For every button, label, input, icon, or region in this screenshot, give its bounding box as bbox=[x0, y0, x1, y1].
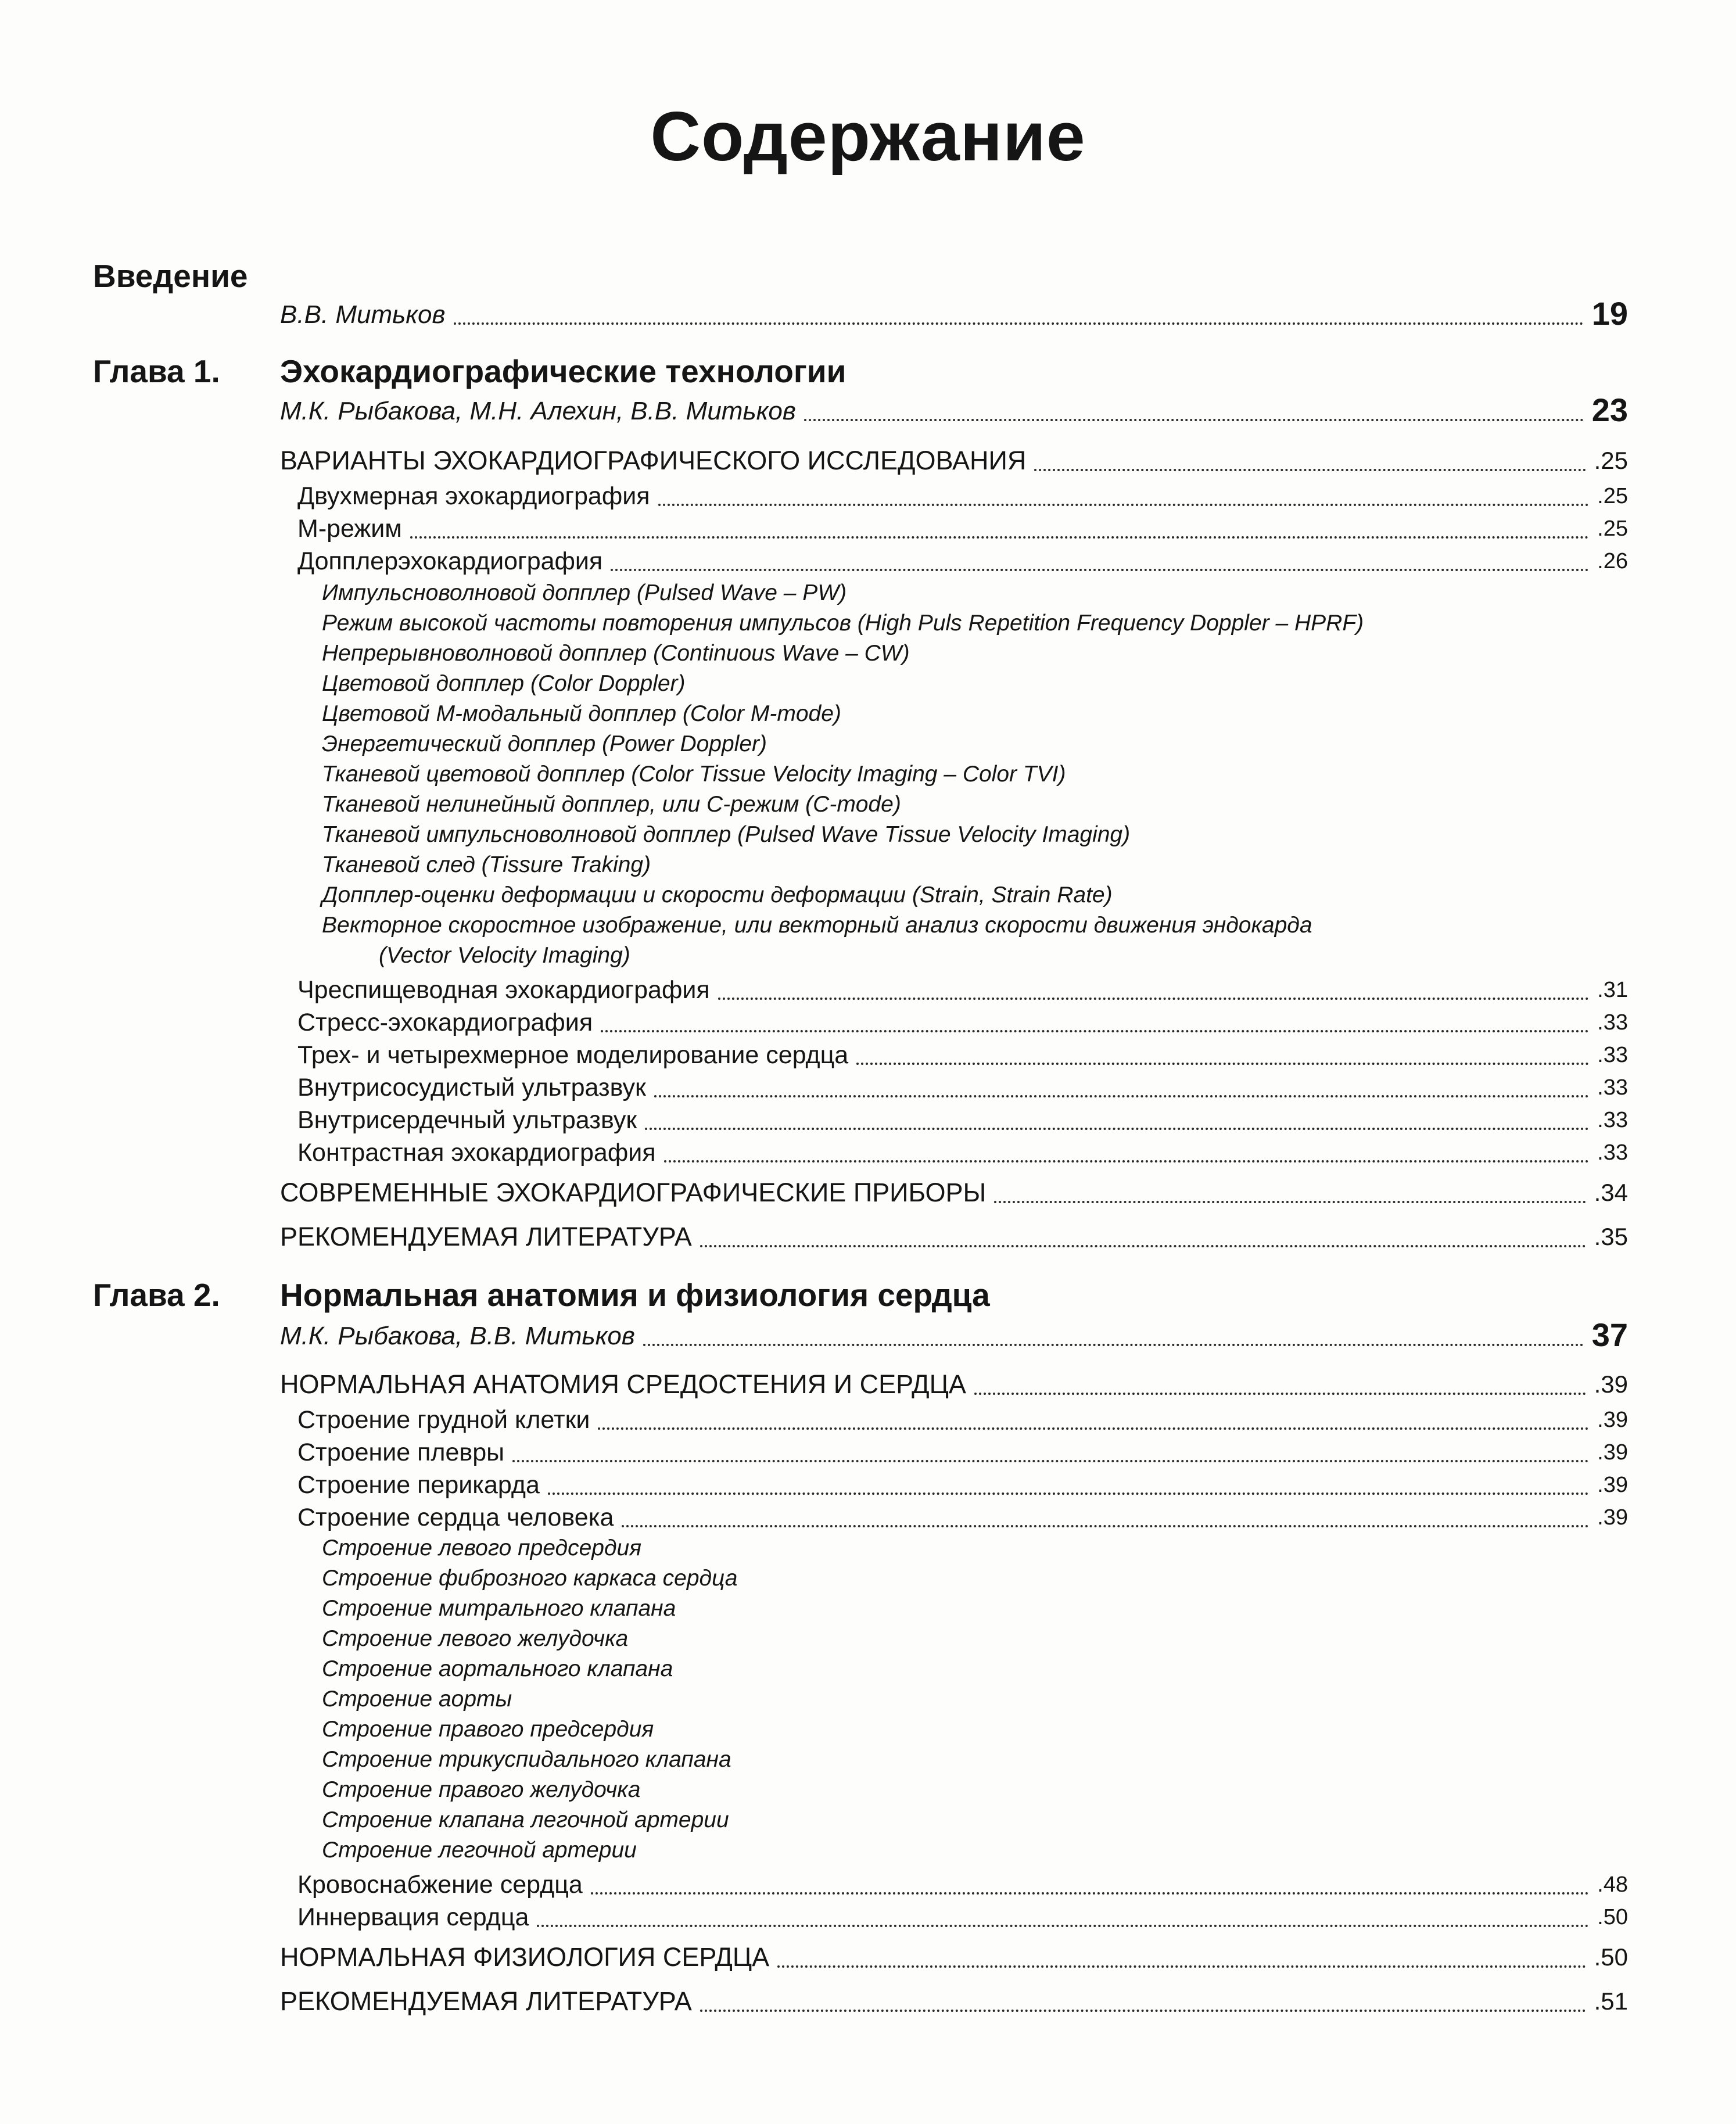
dot-leader bbox=[1034, 469, 1586, 471]
subsection-label: Внутрисосудистый ультразвук bbox=[297, 1074, 646, 1102]
toc-topic[interactable]: Энергетический допплер (Power Doppler) bbox=[322, 731, 767, 756]
subsection-label: Строение сердца человека bbox=[297, 1504, 614, 1531]
intro-label: Введение bbox=[93, 258, 248, 294]
subsection-label: Строение грудной клетки bbox=[297, 1406, 590, 1434]
subsection-label: Трех- и четырехмерное моделирование сердца bbox=[297, 1041, 849, 1069]
dot-leader bbox=[591, 1892, 1589, 1895]
toc-subsection[interactable] bbox=[297, 1136, 1628, 1169]
dot-leader bbox=[512, 1460, 1589, 1462]
dot-leader bbox=[643, 1344, 1584, 1346]
chapter-2-authors: М.К. Рыбакова, В.В. Митьков bbox=[280, 1322, 635, 1350]
toc-topic[interactable]: Цветовой допплер (Color Doppler) bbox=[322, 671, 686, 696]
page-number: .25 bbox=[1597, 484, 1628, 508]
dot-leader bbox=[658, 504, 1590, 506]
subsection-label: Строение перикарда bbox=[297, 1471, 540, 1499]
chapter-2-title[interactable]: Нормальная анатомия и физиология сердца bbox=[280, 1277, 990, 1313]
dot-leader bbox=[994, 1201, 1586, 1203]
toc-subsection[interactable] bbox=[297, 1006, 1628, 1039]
page-number: 23 bbox=[1591, 392, 1628, 428]
chapter-2-authors-entry[interactable] bbox=[280, 1318, 1628, 1352]
dot-leader bbox=[718, 998, 1590, 1000]
toc-subsection[interactable] bbox=[297, 1436, 1628, 1469]
chapter-1-authors: М.К. Рыбакова, М.Н. Алехин, В.В. Митьков bbox=[280, 397, 796, 425]
section-label: ВАРИАНТЫ ЭХОКАРДИОГРАФИЧЕСКОГО ИССЛЕДОВАНИЯ bbox=[280, 446, 1027, 475]
page-number: .51 bbox=[1594, 1987, 1628, 2015]
subsection-label: Допплерэхокардиография bbox=[297, 547, 603, 575]
toc-subsection[interactable] bbox=[297, 1868, 1628, 1901]
toc-topic[interactable]: Тканевой импульсноволновой допплер (Pulsed Wave Tissue Velocity Imaging) bbox=[322, 822, 1131, 847]
page-number: .33 bbox=[1597, 1075, 1628, 1100]
dot-leader bbox=[777, 1965, 1586, 1968]
toc-section[interactable] bbox=[280, 1368, 1628, 1401]
section-label: РЕКОМЕНДУЕМАЯ ЛИТЕРАТУРА bbox=[280, 1222, 692, 1251]
toc-section[interactable] bbox=[280, 1985, 1628, 2018]
page-number: .50 bbox=[1597, 1905, 1628, 1929]
dot-leader bbox=[601, 1030, 1589, 1032]
dot-leader bbox=[804, 419, 1584, 421]
page-number: 37 bbox=[1591, 1316, 1628, 1353]
toc-topic[interactable]: Строение аортального клапана bbox=[322, 1656, 673, 1681]
page-number: .33 bbox=[1597, 1140, 1628, 1165]
toc-topic[interactable]: Строение левого предсердия bbox=[322, 1535, 642, 1560]
dot-leader bbox=[654, 1095, 1589, 1097]
page-number: .39 bbox=[1597, 1505, 1628, 1530]
toc-subsection[interactable] bbox=[297, 1404, 1628, 1436]
toc-topic[interactable]: Строение легочной артерии bbox=[322, 1838, 637, 1863]
toc-topic[interactable]: Строение левого желудочка bbox=[322, 1626, 629, 1651]
page-title: Содержание bbox=[650, 98, 1086, 175]
chapter-1-authors-entry[interactable] bbox=[280, 393, 1628, 428]
toc-subsection[interactable] bbox=[297, 1501, 1628, 1534]
toc-topic[interactable]: Векторное скоростное изображение, или векторный анализ скорости движения эндокарда bbox=[322, 913, 1312, 938]
chapter-1-title[interactable]: Эхокардиографические технологии bbox=[280, 353, 847, 389]
toc-topic[interactable]: Тканевой след (Tissure Traking) bbox=[322, 852, 651, 877]
dot-leader bbox=[645, 1128, 1589, 1130]
dot-leader bbox=[537, 1925, 1589, 1927]
page-number: .33 bbox=[1597, 1010, 1628, 1035]
toc-topic[interactable]: Строение митрального клапана bbox=[322, 1596, 676, 1621]
dot-leader bbox=[974, 1393, 1586, 1395]
chapter-1-label: Глава 1. bbox=[93, 353, 220, 389]
toc-topic[interactable]: Строение правого желудочка bbox=[322, 1777, 641, 1802]
section-label: РЕКОМЕНДУЕМАЯ ЛИТЕРАТУРА bbox=[280, 1986, 692, 2016]
subsection-label: Внутрисердечный ультразвук bbox=[297, 1106, 637, 1134]
toc-section[interactable] bbox=[280, 444, 1628, 478]
toc-subsection[interactable] bbox=[297, 1104, 1628, 1136]
page-number: .34 bbox=[1594, 1179, 1628, 1206]
toc-subsection[interactable] bbox=[297, 1039, 1628, 1071]
page-number: .33 bbox=[1597, 1108, 1628, 1132]
toc-subsection[interactable] bbox=[297, 480, 1628, 512]
toc-topic[interactable]: Строение правого предсердия bbox=[322, 1717, 654, 1742]
subsection-label: Двухмерная эхокардиография bbox=[297, 482, 650, 510]
dot-leader bbox=[700, 2010, 1586, 2012]
page-number: .25 bbox=[1597, 516, 1628, 541]
subsection-label: Строение плевры bbox=[297, 1438, 505, 1466]
page-number: .33 bbox=[1597, 1043, 1628, 1067]
page-number: .39 bbox=[1597, 1440, 1628, 1465]
subsection-label: М-режим bbox=[297, 515, 402, 543]
toc-topic[interactable]: Режим высокой частоты повторения импульсов (High Puls Repetition Frequency Doppler – HPRF) bbox=[322, 611, 1364, 636]
dot-leader bbox=[856, 1063, 1589, 1065]
subsection-label: Чреспищеводная эхокардиография bbox=[297, 976, 710, 1004]
dot-leader bbox=[548, 1492, 1589, 1495]
toc-topic[interactable]: Импульсноволновой допплер (Pulsed Wave – PW) bbox=[322, 580, 847, 605]
toc-subsection[interactable] bbox=[297, 545, 1628, 577]
toc-topic[interactable]: Цветовой М-модальный допплер (Color M-mode) bbox=[322, 701, 841, 726]
dot-leader bbox=[410, 536, 1589, 539]
page-number: .35 bbox=[1594, 1223, 1628, 1250]
dot-leader bbox=[598, 1427, 1589, 1430]
toc-subsection[interactable] bbox=[297, 974, 1628, 1006]
toc-topic[interactable]: Тканевой нелинейный допплер, или С-режим (С-mode) bbox=[322, 792, 901, 817]
toc-section[interactable] bbox=[280, 1220, 1628, 1254]
toc-topic[interactable]: Строение клапана легочной артерии bbox=[322, 1807, 729, 1832]
toc-topic[interactable]: Допплер-оценки деформации и скорости деформации (Strain, Strain Rate) bbox=[322, 882, 1113, 907]
page-number: .31 bbox=[1597, 978, 1628, 1002]
subsection-label: Кровоснабжение сердца bbox=[297, 1871, 583, 1899]
subsection-label: Стресс-эхокардиография bbox=[297, 1009, 593, 1036]
toc-topic[interactable]: Тканевой цветовой допплер (Color Tissue Velocity Imaging – Color TVI) bbox=[322, 762, 1066, 787]
toc-subsection[interactable] bbox=[297, 512, 1628, 545]
page-number: .25 bbox=[1594, 447, 1628, 474]
toc-subsection[interactable] bbox=[297, 1469, 1628, 1501]
toc-topic[interactable]: Непрерывноволновой допплер (Continuous Wave – CW) bbox=[322, 641, 910, 666]
page-number: .39 bbox=[1597, 1473, 1628, 1497]
page-number: .50 bbox=[1594, 1943, 1628, 1971]
page-number: 19 bbox=[1591, 295, 1628, 332]
subsection-label: Контрастная эхокардиография bbox=[297, 1139, 656, 1167]
section-label: НОРМАЛЬНАЯ ФИЗИОЛОГИЯ СЕРДЦА bbox=[280, 1942, 770, 1972]
subsection-label: Иннервация сердца bbox=[297, 1903, 529, 1931]
page-number: .26 bbox=[1597, 549, 1628, 573]
dot-leader bbox=[664, 1160, 1590, 1163]
dot-leader bbox=[454, 322, 1584, 325]
page-number: .48 bbox=[1597, 1872, 1628, 1897]
toc-subsection[interactable] bbox=[297, 1071, 1628, 1104]
page-number: .39 bbox=[1594, 1370, 1628, 1398]
intro-author: В.В. Митьков bbox=[280, 300, 446, 329]
toc-topic[interactable]: Строение аорты bbox=[322, 1687, 512, 1712]
toc-subsection[interactable] bbox=[297, 1901, 1628, 1933]
toc-topic[interactable]: Строение трикуспидального клапана bbox=[322, 1747, 731, 1772]
toc-topic[interactable]: Строение фиброзного каркаса сердца bbox=[322, 1566, 738, 1591]
intro-entry[interactable] bbox=[280, 296, 1628, 331]
page-number: .39 bbox=[1597, 1408, 1628, 1432]
chapter-2-label: Глава 2. bbox=[93, 1277, 220, 1313]
toc-topic-continuation: (Vector Velocity Imaging) bbox=[379, 943, 630, 968]
toc-section[interactable] bbox=[280, 1176, 1628, 1210]
dot-leader bbox=[611, 569, 1589, 571]
dot-leader bbox=[700, 1245, 1586, 1247]
toc-section[interactable] bbox=[280, 1940, 1628, 1974]
section-label: СОВРЕМЕННЫЕ ЭХОКАРДИОГРАФИЧЕСКИЕ ПРИБОРЫ bbox=[280, 1178, 987, 1207]
section-label: НОРМАЛЬНАЯ АНАТОМИЯ СРЕДОСТЕНИЯ И СЕРДЦА bbox=[280, 1369, 966, 1399]
dot-leader bbox=[622, 1525, 1589, 1527]
